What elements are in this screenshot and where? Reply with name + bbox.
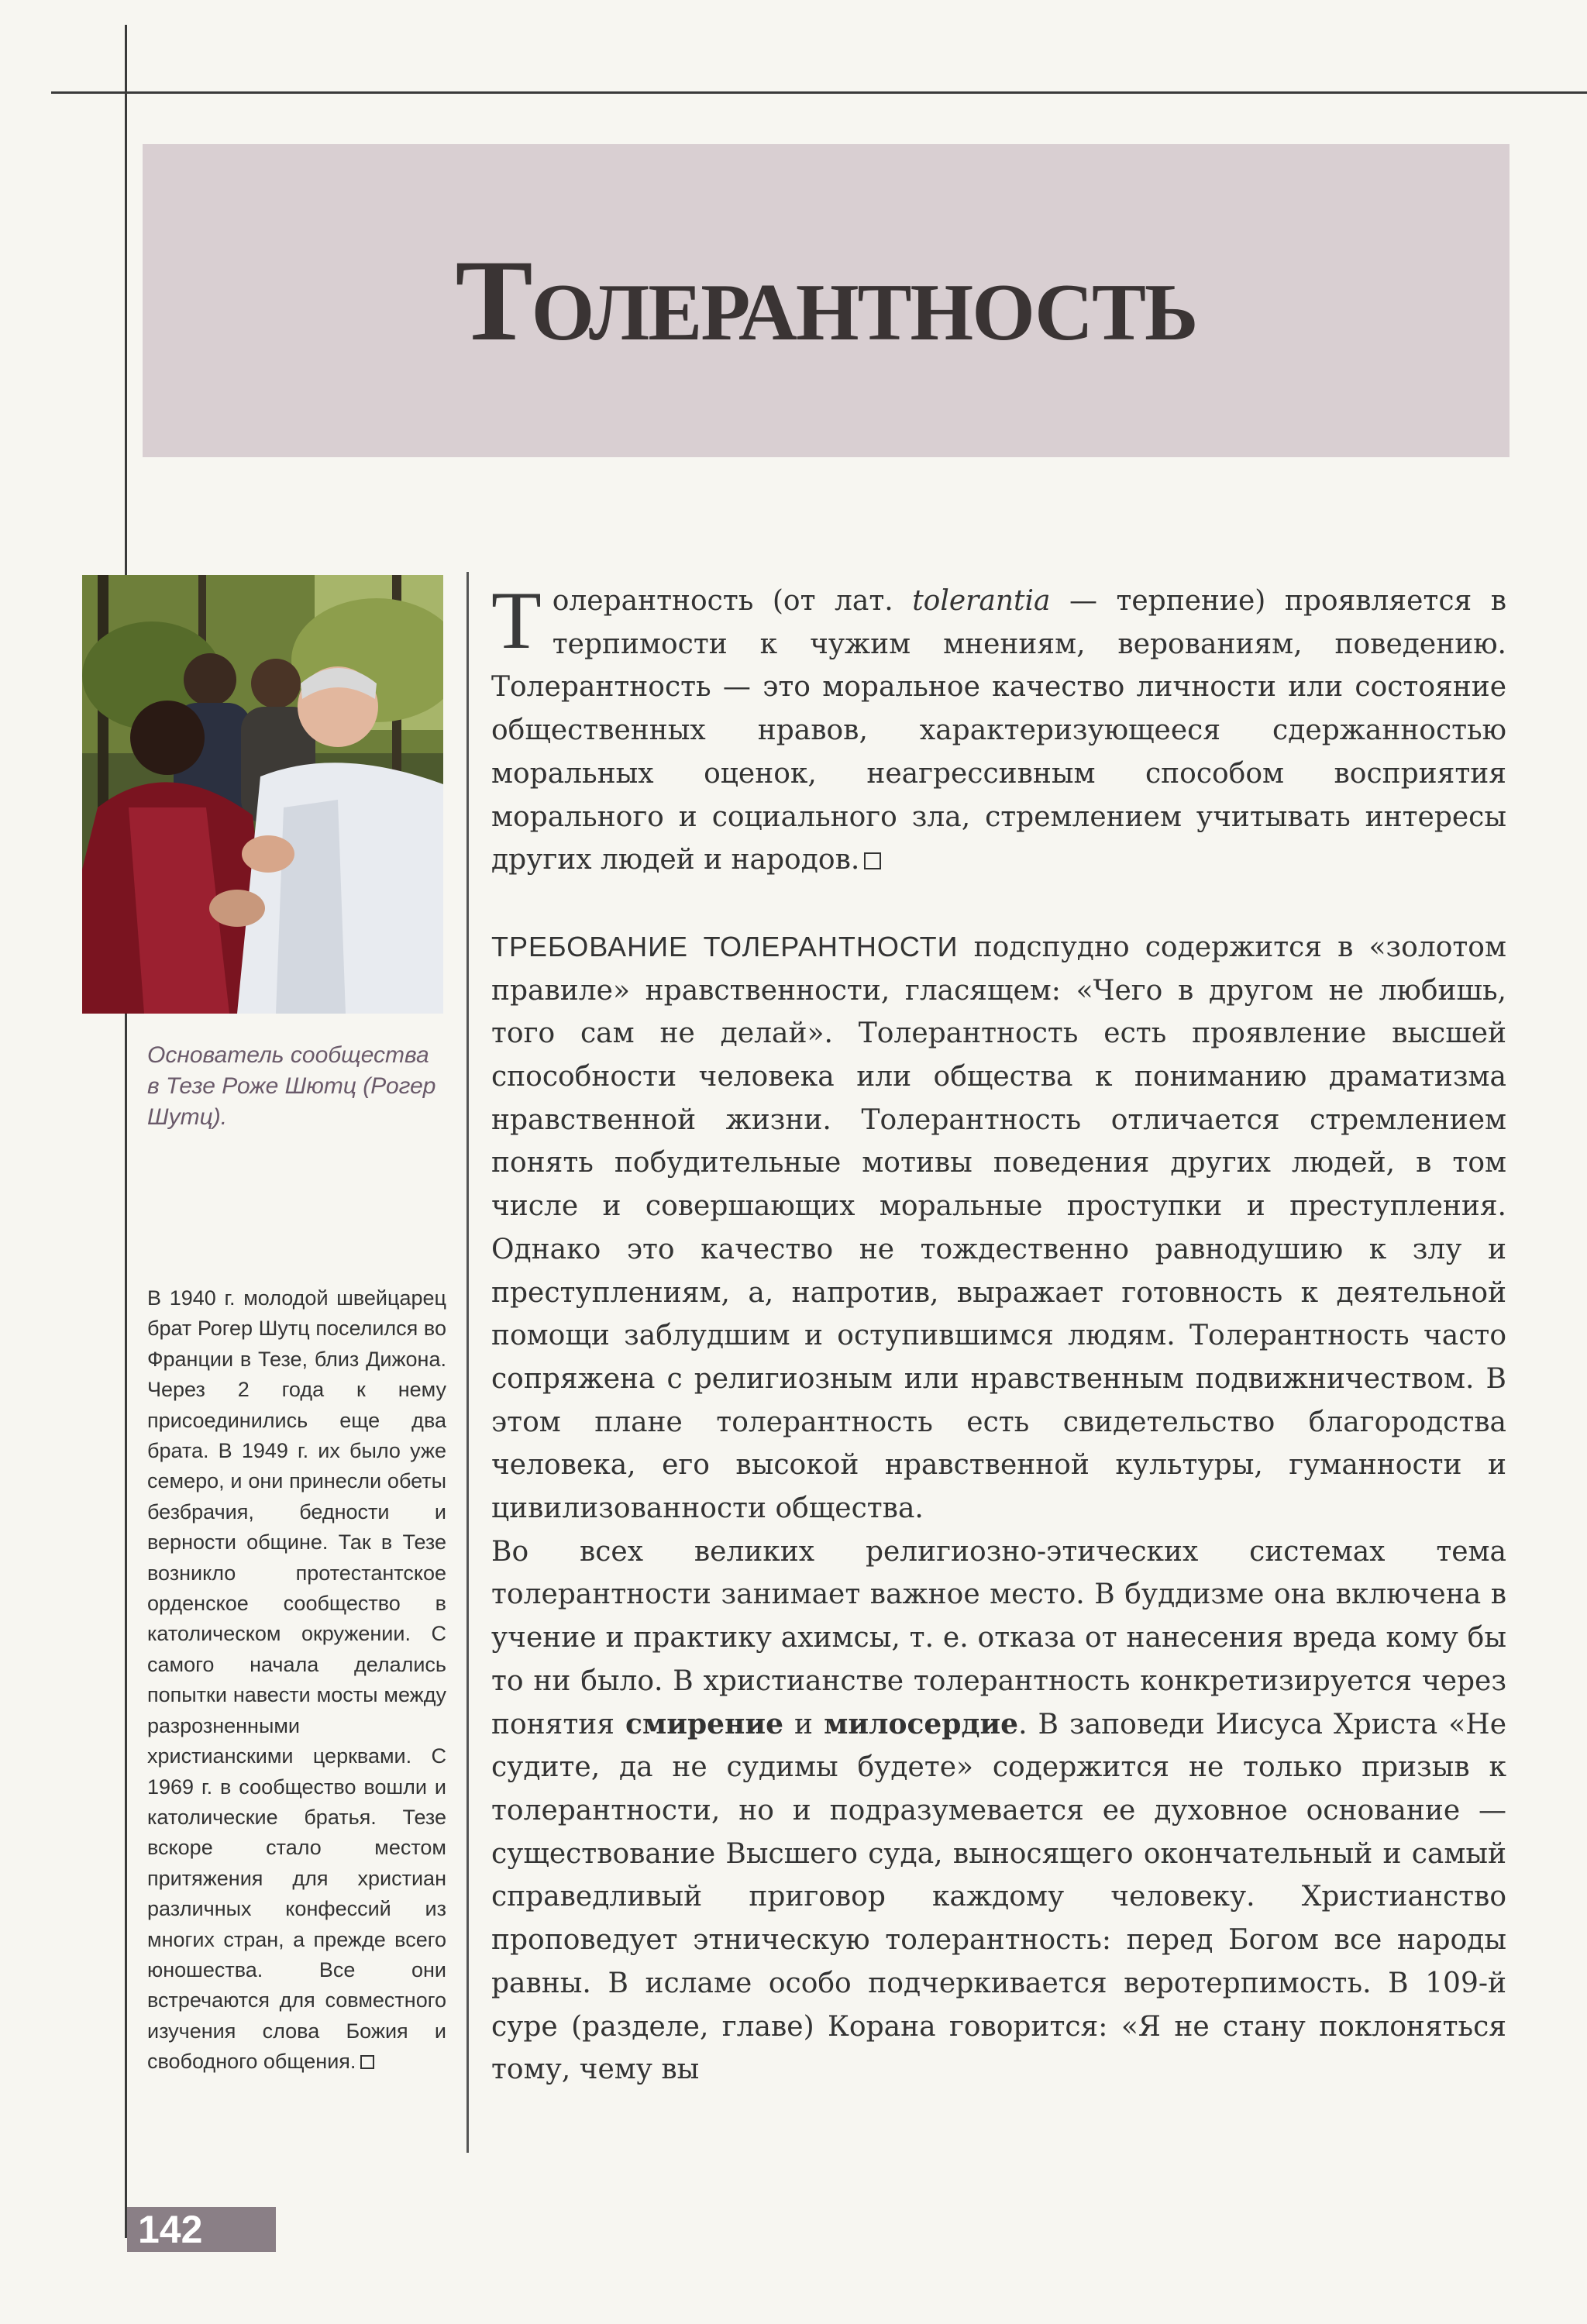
end-mark-icon: [360, 2055, 374, 2069]
term-humility: смирение: [625, 1707, 783, 1740]
latin-term: tolerantia: [912, 585, 1051, 617]
drop-cap: Т: [491, 575, 542, 666]
title-band: [143, 144, 1510, 457]
intro-paragraph: [491, 575, 1506, 882]
page-title: Толерантность: [455, 236, 1197, 365]
religions-text-2: и: [783, 1708, 824, 1740]
founder-photo: [82, 575, 443, 1014]
term-mercy: милосердие: [824, 1707, 1019, 1740]
photo-illustration: [82, 575, 443, 1014]
religions-text-1: Во всех великих религиозно-этических системах тема толерантности занимает важное место. В буддизме она включена в учение и практику ахимсы, т. е. отказа от нанесения вреда кому бы то ни было. В христианстве толерантность конкретизируется через понятия: [491, 1535, 1506, 1740]
requirement-paragraph: [491, 925, 1506, 1530]
main-text: [491, 575, 1507, 2092]
sidebar-text: В 1940 г. молодой швейцарец брат Рогер Шутц поселился во Франции в Тезе, близ Дижона. Через 2 года к нему присоединились еще два брата. В 1949 г. их было уже семеро, и они принесли обеты безбрачия, бедности и верности общине. Так в Тезе возникло протестантское орденское сообщество в католическом окружении. С самого начала делались попытки навести мосты между разрозненными христианскими церквами. С 1969 г. в сообщество вошли и католические братья. Тезе вскоре стало местом притяжения для христиан различных конфессий из многих стран, а прежде всего юношества. Все они встречаются для совместного изучения слова Божия и свободного общения.: [147, 1286, 446, 2074]
intro-text-1: олерантность (от лат.: [552, 585, 913, 617]
religions-paragraph: [491, 1530, 1506, 2092]
top-rule: [51, 91, 1587, 94]
end-mark-icon: [864, 852, 881, 869]
intro-text-2: — терпение) проявляется в терпимости к чужим мнениям, верованиям, поведению. Толерантность — это моральное качество личности или состояние общественных нравов, характеризующееся сдержанностью моральных оценок, неагрессивным способом восприятия морального и социального зла, стремлением учитывать интересы других людей и народов.: [491, 585, 1506, 876]
page-number: 142: [127, 2207, 276, 2252]
sidebar-note: [147, 1283, 446, 2078]
photo-caption: Основатель сообщества в Тезе Роже Шютц (Рогер Шутц).: [147, 1042, 436, 1130]
left-margin-rule: [125, 25, 127, 2238]
section-lead: ТРЕБОВАНИЕ ТОЛЕРАНТНОСТИ: [491, 930, 959, 962]
requirement-text: подспудно содержится в «золотом правиле» нравственности, гласящем: «Чего в другом не любишь, того сам не делай». Толерантность есть проявление высшей способности человека или общества к пониманию драматизма нравственной жизни. Толерантность отличается стремлением понять побудительные мотивы поведения других людей, в том числе и совершающих моральные проступки и преступления. Однако это качество не тождественно равнодушию к злу и преступлениям, а, напротив, выражает готовность к деятельной помощи заблудшим и оступившимся людям. Толерантность часто сопряжена с религиозным или нравственным подвижничеством. В этом плане толерантность есть свидетельство благородства человека, его высокой нравственной культуры, гуманности и цивилизованности общества.: [491, 931, 1506, 1525]
religions-text-3: . В заповеди Иисуса Христа «Не судите, да не судимы будете» содержится не только призыв к толерантности, но и подразумевается ее духовное основание — существование Высшего суда, выносящего окончательный и самый справедливый приговор каждому человеку. Христианство проповедует этническую толерантность: перед Богом все народы равны. В исламе особо подчеркивается веротерпимость. В 109-й суре (разделе, главе) Корана говорится: «Я не стану поклоняться тому, чему вы: [491, 1708, 1507, 2086]
column-divider: [466, 572, 469, 2153]
